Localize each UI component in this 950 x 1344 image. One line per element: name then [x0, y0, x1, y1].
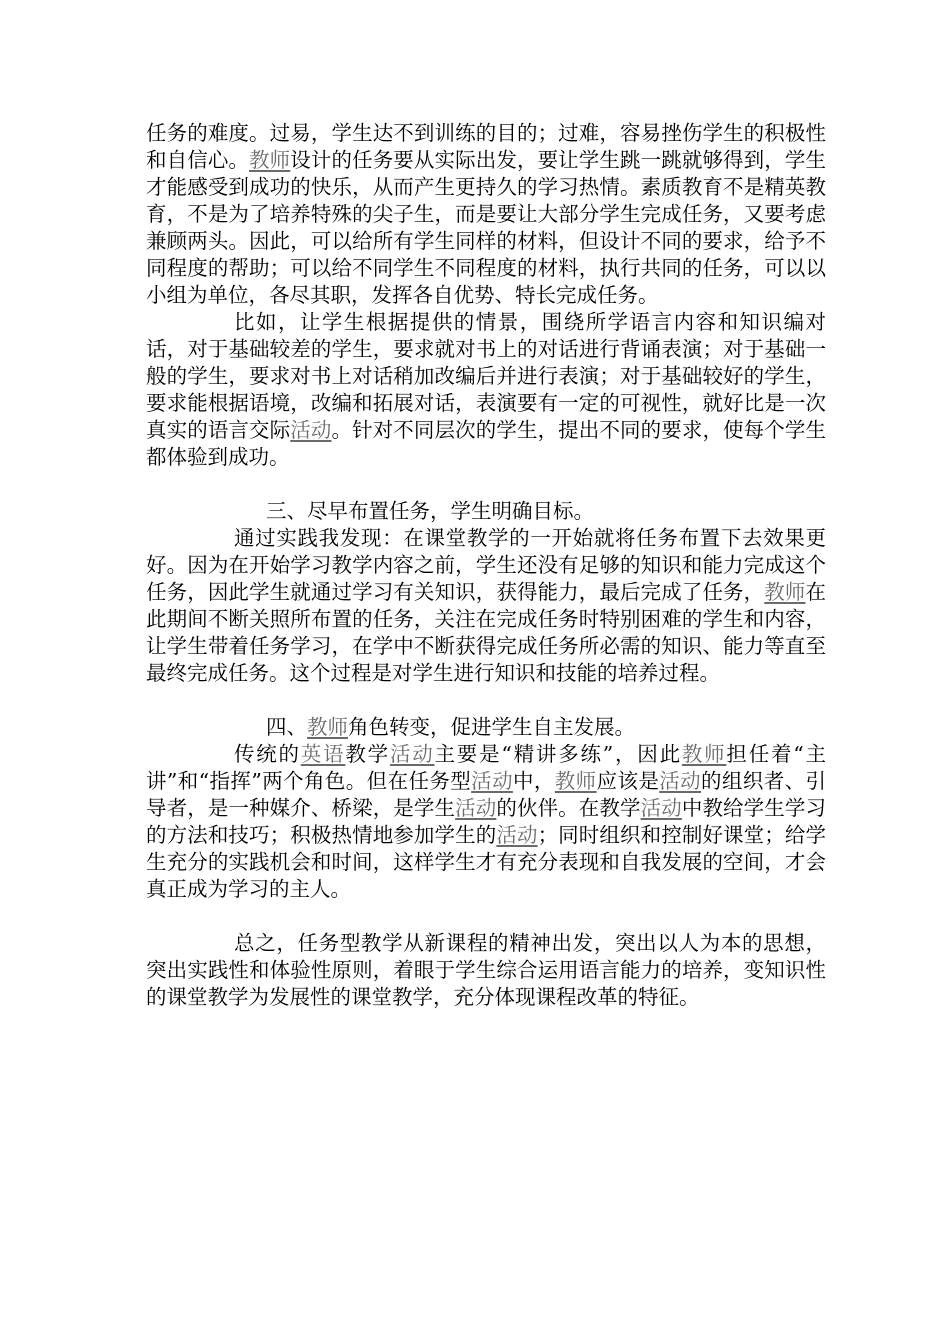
keyword-link-teacher[interactable]: 教师	[307, 715, 348, 739]
document-body	[146, 120, 826, 1011]
paragraph-spacer	[146, 903, 826, 930]
paragraph-spacer	[146, 687, 826, 714]
keyword-link-activity[interactable]: 活动	[659, 769, 702, 793]
keyword-link-teacher[interactable]: 教师	[681, 742, 727, 766]
keyword-link-activity[interactable]: 活动	[471, 769, 513, 793]
paragraph-task-difficulty: 任务的难度。过易，学生达不到训练的目的；过难，容易挫伤学生的积极性和自信心。教师设计的任务要从实际出发，要让学生跳一跳就够得到，学生才能感受到成功的快乐，从而产生更持久的学习热情。素质教育不是精英教育，不是为了培养特殊的尖子生，而是要让大部分学生完成任务，又要考虑兼顾两头。因此，可以给所有学生同样的材料，但设计不同的要求，给予不同程度的帮助；可以给不同学生不同程度的材料，执行共同的任务，可以以小组为单位，各尽其职，发挥各自优势、特长完成任务。	[146, 121, 826, 307]
paragraph-assign-early: 通过实践我发现：在课堂教学的一开始就将任务布置下去效果更好。因为在开始学习教学内容之前，学生还没有足够的知识和能力完成这个任务，因此学生就通过学习有关知识，获得能力，最后完成了任务，教师在此期间不断关照所布置的任务，关注在完成任务时特别困难的学生和内容，让学生带着任务学习，在学中不断获得完成任务所必需的知识、能力等直至最终完成任务。这个过程是对学生进行知识和技能的培养过程。	[146, 526, 826, 685]
keyword-link-activity[interactable]: 活动	[290, 418, 332, 442]
keyword-link-activity[interactable]: 活动	[389, 742, 435, 766]
keyword-link-activity[interactable]: 活动	[640, 796, 682, 820]
keyword-link-teacher[interactable]: 教师	[764, 580, 806, 604]
keyword-link-english[interactable]: 英语	[300, 742, 346, 766]
keyword-link-activity[interactable]: 活动	[455, 796, 497, 820]
keyword-link-teacher[interactable]: 教师	[249, 148, 291, 172]
section-heading-3: 三、尽早布置任务，学生明确目标。	[266, 499, 594, 523]
keyword-link-teacher[interactable]: 教师	[554, 769, 597, 793]
section-heading-4: 四、教师角色转变，促进学生自主发展。	[266, 715, 635, 739]
paragraph-spacer	[146, 471, 826, 498]
paragraph-conclusion: 总之，任务型教学从新课程的精神出发，突出以人为本的思想，突出实践性和体验性原则，着眼于学生综合运用语言能力的培养，变知识性的课堂教学为发展性的课堂教学，充分体现课程改革的特征。	[146, 931, 826, 1009]
paragraph-role-change: 传统的英语教学活动主要是“精讲多练”，因此教师担任着“主讲”和“指挥”两个角色。但在任务型活动中，教师应该是活动的组织者、引导者，是一种媒介、桥梁，是学生活动的伙伴。在教学活动中教给学生学习的方法和技巧；积极热情地参加学生的活动；同时组织和控制好课堂；给学生充分的实践机会和时间，这样学生才有充分表现和自我发展的空间，才会真正成为学习的主人。	[146, 742, 827, 901]
paragraph-example-dialogue: 比如，让学生根据提供的情景，围绕所学语言内容和知识编对话，对于基础较差的学生，要求就对书上的对话进行背诵表演；对于基础一般的学生，要求对书上对话稍加改编后并进行表演；对于基础较好的学生，要求能根据语境，改编和拓展对话，表演要有一定的可视性，就好比是一次真实的语言交际活动。针对不同层次的学生，提出不同的要求，使每个学生都体验到成功。	[146, 310, 826, 469]
keyword-link-activity[interactable]: 活动	[496, 823, 538, 847]
